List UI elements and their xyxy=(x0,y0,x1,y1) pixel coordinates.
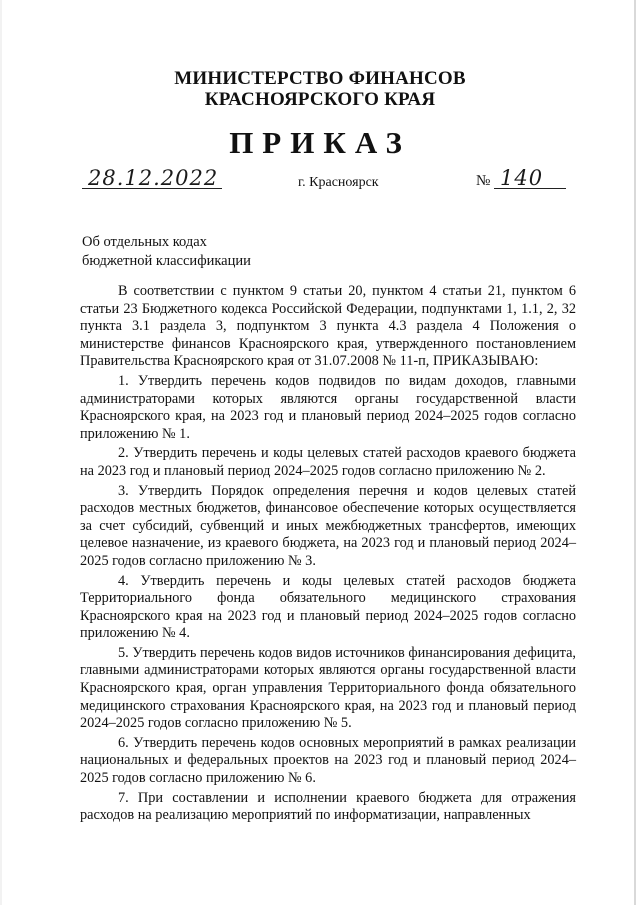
paragraph-item-2: 2. Утвердить перечень и коды целевых статей расходов краевого бюджета на 2023 год и плановый период 2024–2025 годов согласно приложению № 2. xyxy=(80,445,576,479)
paragraph-item-7: 7. При составлении и исполнении краевого бюджета для отражения расходов на реализацию мероприятий по информатизации, направленных xyxy=(80,789,576,824)
document-type-title: ПРИКАЗ xyxy=(229,125,411,160)
subject-line-2: бюджетной классификации xyxy=(82,253,251,269)
paragraph-preamble: В соответствии с пунктом 9 статьи 20, пунктом 4 статьи 21, пунктом 6 статьи 23 Бюджетного кодекса Российской Федерации, подпунктами 1, 1.1, 2, 32 пункта 3.1 раздела 3, подпунктом 3 пункта 4.3 раздела 4 Положения о министерстве финансов Красноярского края, утвержденного постановлением Правительства Красноярского края от 31.07.2008 № 11-п, ПРИКАЗЫВАЮ: xyxy=(80,283,576,370)
paragraph-item-5: 5. Утвердить перечень кодов видов источников финансирования дефицита, главными администраторами которых являются органы государственной власти Красноярского края, орган управления Территориального фонда обязательного медицинского страхования Красноярского края, на 2023 год и плановый период 2024–2025 годов согласно приложению № 5. xyxy=(80,644,576,732)
handwritten-number: 140 xyxy=(500,166,544,190)
document-body xyxy=(80,283,576,827)
document-subject xyxy=(82,233,251,271)
ministry-heading xyxy=(0,68,640,110)
subject-line-1: Об отдельных кодах xyxy=(82,234,207,250)
ministry-line-1: МИНИСТЕРСТВО ФИНАНСОВ xyxy=(174,68,466,89)
city-label: г. Красноярск xyxy=(298,175,379,190)
paragraph-item-1: 1. Утвердить перечень кодов подвидов по видам доходов, главными администраторами которых являются органы государственной власти Красноярского края, на 2023 год и плановый период 2024–2025 годов согласно приложению № 1. xyxy=(80,372,576,442)
date-field xyxy=(82,166,222,189)
ministry-line-2: КРАСНОЯРСКОГО КРАЯ xyxy=(204,89,436,110)
number-field xyxy=(494,166,566,189)
paragraph-item-3: 3. Утвердить Порядок определения перечня и кодов целевых статей расходов местных бюджетов, финансовое обеспечение которых осуществляется за счет субсидий, субвенций и иных межбюджетных трансфертов, имеющих целевое назначение, из краевого бюджета, на 2023 год и плановый период 2024–2025 годов согласно приложению № 3. xyxy=(80,482,576,569)
paragraph-item-4: 4. Утвердить перечень и коды целевых статей расходов бюджета Территориального фонда обязательного медицинского страхования Красноярского края на 2023 год и плановый период 2024–2025 годов согласно приложению № 4. xyxy=(80,572,576,642)
number-label: № xyxy=(476,173,491,189)
paragraph-item-6: 6. Утвердить перечень кодов основных мероприятий в рамках реализации национальных и федеральных проектов на 2023 год и плановый период 2024–2025 годов согласно приложению № 6. xyxy=(80,734,576,787)
handwritten-date: 28.12.2022 xyxy=(88,166,219,190)
